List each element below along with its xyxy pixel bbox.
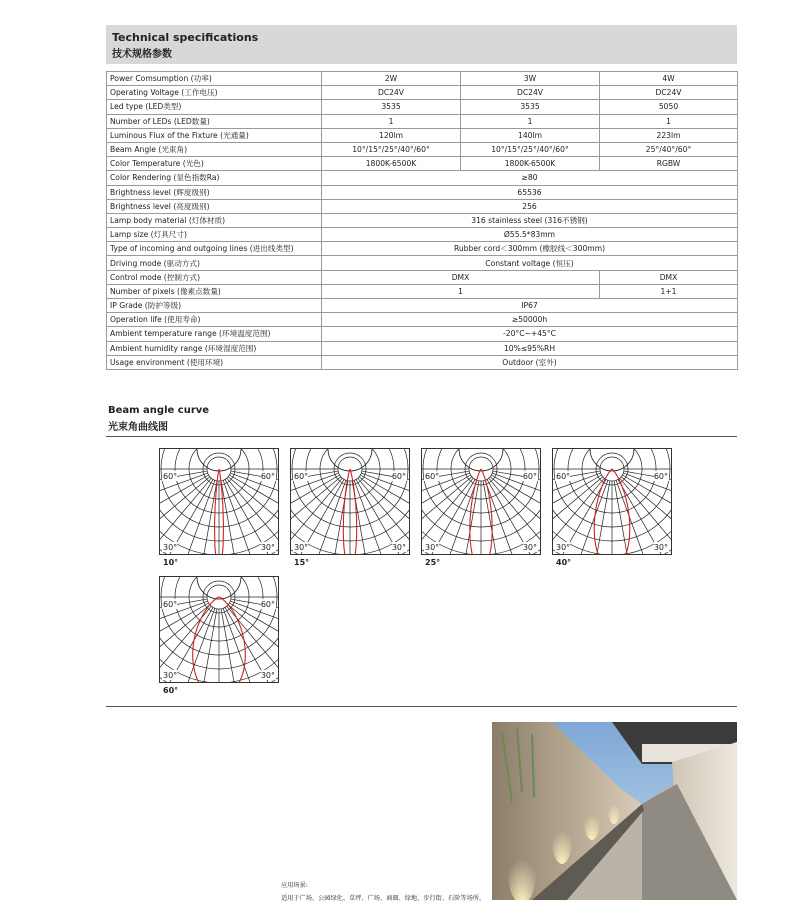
spec-label: Ambient temperature range (环境温度范围) (107, 327, 322, 341)
spec-value: DC24V (461, 86, 600, 100)
angle-mark: 60° (391, 472, 406, 481)
spec-value: 3535 (461, 100, 600, 114)
spec-row (107, 157, 738, 171)
spec-label: Brightness level (辉度级别) (107, 185, 322, 199)
spec-value: 10°/15°/25°/40°/60° (322, 142, 461, 156)
angle-mark: 30° (522, 543, 537, 552)
spec-value: ≥50000h (322, 313, 738, 327)
angle-mark: 60° (556, 472, 571, 481)
angle-mark: 60° (294, 472, 309, 481)
spec-title-cn: 技术规格参数 (112, 49, 172, 60)
spec-row (107, 185, 738, 199)
spec-row (107, 242, 738, 256)
spec-label: Driving mode (驱动方式) (107, 256, 322, 270)
spec-row (107, 100, 738, 114)
spec-title-en: Technical specifications (112, 31, 259, 44)
beam-angle-label: 15° (294, 558, 310, 567)
caption-title: 应用场景: (281, 882, 308, 889)
spec-value: 3535 (322, 100, 461, 114)
spec-value: 10%≤95%RH (322, 341, 738, 355)
spec-value: 65536 (322, 185, 738, 199)
spec-label: Ambient humidity range (环境湿度范围) (107, 341, 322, 355)
beam-section-divider (106, 436, 737, 437)
spec-value: 1+1 (600, 284, 738, 298)
spec-row (107, 72, 738, 86)
beam-curve-25 (421, 448, 541, 555)
spec-label: Led type (LED类型) (107, 100, 322, 114)
spec-label: Color Temperature (光色) (107, 157, 322, 171)
spec-value: 4W (600, 72, 738, 86)
spec-label: Number of LEDs (LED数量) (107, 114, 322, 128)
angle-mark: 60° (425, 472, 440, 481)
spec-value: 1800K-6500K (461, 157, 600, 171)
caption-text: 适用于广场、公园绿化、草坪、广场、商圈、绿地、步行街、石阶等场所。 (281, 895, 486, 902)
spec-value: 1800K-6500K (322, 157, 461, 171)
spec-label: Operation life (使用寿命) (107, 313, 322, 327)
beam-curve-10 (159, 448, 279, 555)
angle-mark: 30° (391, 543, 406, 552)
spec-label: Luminous Flux of the Fixture (光通量) (107, 128, 322, 142)
angle-mark: 30° (653, 543, 668, 552)
spec-row (107, 327, 738, 341)
spec-value: 223lm (600, 128, 738, 142)
bottom-divider (106, 706, 737, 707)
spec-row (107, 171, 738, 185)
spec-row (107, 299, 738, 313)
spec-value: DC24V (322, 86, 461, 100)
spec-label: Number of pixels (像素点数量) (107, 284, 322, 298)
spec-value: 1 (461, 114, 600, 128)
spec-value: 1 (600, 114, 738, 128)
angle-mark: 30° (294, 543, 309, 552)
spec-row (107, 270, 738, 284)
spec-row (107, 284, 738, 298)
spec-value: 256 (322, 199, 738, 213)
spec-value: 140lm (461, 128, 600, 142)
spec-value: 2W (322, 72, 461, 86)
spec-row (107, 228, 738, 242)
application-photo (492, 722, 737, 900)
angle-mark: 30° (425, 543, 440, 552)
spec-row (107, 256, 738, 270)
spec-value: 3W (461, 72, 600, 86)
spec-row (107, 313, 738, 327)
spec-label: Type of incoming and outgoing lines (进出线类型) (107, 242, 322, 256)
beam-angle-label: 25° (425, 558, 441, 567)
spec-value: 1 (322, 284, 600, 298)
spec-value: Outdoor (室外) (322, 355, 738, 369)
angle-mark: 30° (556, 543, 571, 552)
spec-row (107, 114, 738, 128)
angle-mark: 30° (163, 671, 178, 680)
spec-header-banner (106, 25, 737, 64)
beam-curve-15 (290, 448, 410, 555)
angle-mark: 60° (260, 600, 275, 609)
spec-value: 1 (322, 114, 461, 128)
beam-angle-label: 10° (163, 558, 179, 567)
spec-row (107, 128, 738, 142)
angle-mark: 60° (260, 472, 275, 481)
angle-mark: 60° (653, 472, 668, 481)
spec-value: IP67 (322, 299, 738, 313)
spec-label: IP Grade (防护等级) (107, 299, 322, 313)
spec-value: DMX (600, 270, 738, 284)
beam-title-en: Beam angle curve (108, 405, 210, 416)
angle-mark: 60° (163, 600, 178, 609)
spec-row (107, 199, 738, 213)
spec-row (107, 86, 738, 100)
spec-row (107, 213, 738, 227)
spec-value: DMX (322, 270, 600, 284)
spec-row (107, 355, 738, 369)
spec-value: DC24V (600, 86, 738, 100)
angle-mark: 60° (163, 472, 178, 481)
spec-label: Brightness level (亮度级别) (107, 199, 322, 213)
angle-mark: 30° (163, 543, 178, 552)
spec-row (107, 142, 738, 156)
spec-label: Color Rendering (显色指数Ra) (107, 171, 322, 185)
beam-angle-label: 60° (163, 686, 179, 695)
spec-table (106, 71, 738, 370)
spec-value: 316 stainless steel (316不锈钢) (322, 213, 738, 227)
spec-value: 120lm (322, 128, 461, 142)
spec-label: Usage environment (使用环境) (107, 355, 322, 369)
angle-mark: 30° (260, 543, 275, 552)
spec-value: ≥80 (322, 171, 738, 185)
spec-label: Operating Voltage (工作电压) (107, 86, 322, 100)
spec-value: Ø55.5*83mm (322, 228, 738, 242)
spec-label: Control mode (控制方式) (107, 270, 322, 284)
angle-mark: 30° (260, 671, 275, 680)
spec-value: 10°/15°/25°/40°/60° (461, 142, 600, 156)
angle-mark: 60° (522, 472, 537, 481)
spec-label: Power Comsumption (功率) (107, 72, 322, 86)
spec-value: 25°/40°/60° (600, 142, 738, 156)
beam-angle-label: 40° (556, 558, 572, 567)
spec-value: Constant voltage (恒压) (322, 256, 738, 270)
beam-curve-60 (159, 576, 279, 683)
beam-title-cn: 光束角曲线图 (108, 422, 168, 433)
spec-value: RGBW (600, 157, 738, 171)
spec-label: Beam Angle (光束角) (107, 142, 322, 156)
spec-value: 5050 (600, 100, 738, 114)
spec-value: Rubber cord＜300mm (橡胶线＜300mm) (322, 242, 738, 256)
spec-label: Lamp size (灯具尺寸) (107, 228, 322, 242)
spec-label: Lamp body material (灯体材质) (107, 213, 322, 227)
spec-value: -20°C~+45°C (322, 327, 738, 341)
spec-row (107, 341, 738, 355)
beam-curve-40 (552, 448, 672, 555)
